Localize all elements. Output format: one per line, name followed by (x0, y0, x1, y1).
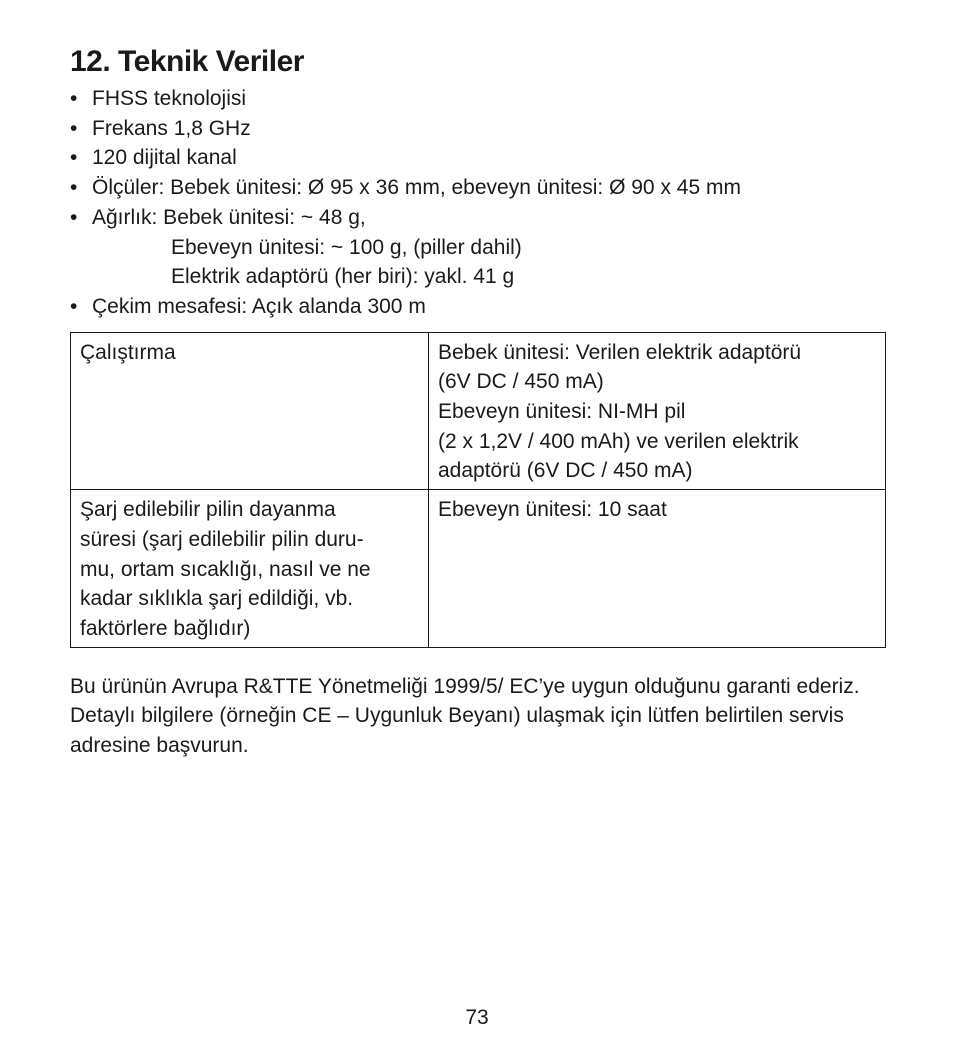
spec-line: Frekans 1,8 GHz (92, 116, 251, 140)
spec-line: Çekim mesafesi: Açık alanda 300 m (92, 294, 426, 318)
bullet-icon: • (70, 294, 78, 318)
table-row (71, 490, 886, 648)
table-value-cell (429, 490, 886, 648)
table-row (71, 332, 886, 490)
spec-item (70, 84, 886, 114)
table-label-cell (71, 332, 429, 490)
cell-line: faktörlere bağlıdır) (80, 616, 251, 640)
cell-line: adaptörü (6V DC / 450 mA) (438, 459, 693, 483)
conformity-paragraph: Bu ürünün Avrupa R&TTE Yönetmeliği 1999/5/ EC’ye uygun olduğunu garanti ederiz. Detaylı bilgilere (örneğin CE – Uygunluk Beyanı) ulaşmak için lütfen belirtilen servis adresine başvurun. (70, 674, 860, 758)
document-page (70, 40, 886, 761)
cell-line: kadar sıklıkla şarj edildiği, vb. (80, 587, 354, 611)
spec-subline: Elektrik adaptörü (her biri): yakl. 41 g (171, 265, 515, 289)
spec-list (70, 84, 886, 322)
spec-line: Ağırlık: Bebek ünitesi: ~ 48 g, (92, 205, 366, 229)
spec-item (70, 143, 886, 173)
cell-line: Ebeveyn ünitesi: NI-MH pil (438, 400, 686, 424)
table-label-cell (71, 490, 429, 648)
bullet-icon: • (70, 116, 78, 140)
bullet-icon: • (70, 176, 78, 200)
spec-item (70, 292, 886, 322)
spec-line: Ölçüler: Bebek ünitesi: Ø 95 x 36 mm, ebeveyn ünitesi: Ø 90 x 45 mm (92, 176, 741, 200)
spec-subline: Ebeveyn ünitesi: ~ 100 g, (piller dahil) (171, 235, 522, 259)
spec-item (70, 203, 886, 292)
bullet-icon: • (70, 87, 78, 110)
section-heading: 12. Teknik Veriler (70, 45, 304, 78)
spec-table (70, 332, 886, 648)
cell-line: mu, ortam sıcaklığı, nasıl ve ne (80, 557, 371, 581)
spec-line: FHSS teknolojisi (92, 87, 247, 110)
bullet-icon: • (70, 146, 78, 170)
cell-line: Bebek ünitesi: Verilen elektrik adaptörü (438, 340, 802, 364)
cell-line: Çalıştırma (80, 340, 176, 364)
cell-line: süresi (şarj edilebilir pilin duru- (80, 527, 364, 551)
page-number: 73 (465, 1006, 489, 1029)
table-value-cell (429, 332, 886, 490)
spec-item (70, 114, 886, 144)
bullet-icon: • (70, 205, 78, 229)
spec-line: 120 dijital kanal (92, 146, 237, 170)
spec-item (70, 173, 886, 203)
cell-line: Şarj edilebilir pilin dayanma (80, 498, 336, 522)
cell-line: (2 x 1,2V / 400 mAh) ve verilen elektrik (438, 429, 799, 453)
cell-line: Ebeveyn ünitesi: 10 saat (438, 498, 667, 522)
cell-line: (6V DC / 450 mA) (438, 370, 604, 394)
